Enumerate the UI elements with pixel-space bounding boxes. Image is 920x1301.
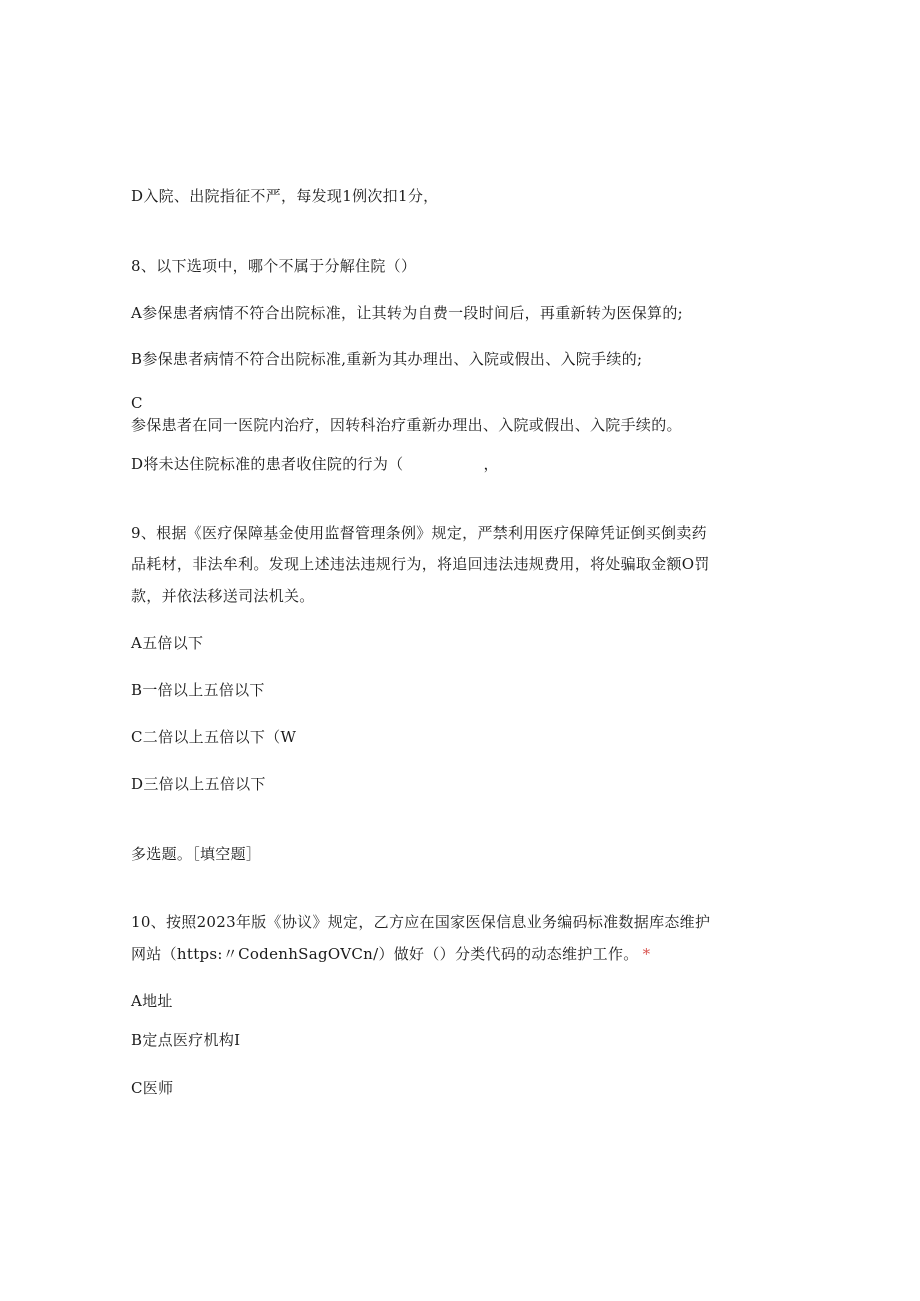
- q9-option-d: D三倍以上五倍以下: [131, 775, 266, 793]
- q9-option-a: A五倍以下: [131, 634, 204, 652]
- q10-stem-line2: [131, 943, 650, 965]
- q9-option-b: B一倍以上五倍以下: [131, 681, 265, 699]
- q9-option-c: C二倍以上五倍以下（W: [131, 728, 297, 746]
- required-mark: *: [642, 945, 651, 963]
- q8-option-d-tail: ，: [483, 455, 499, 473]
- q8-option-a: A参保患者病情不符合出院标准，让其转为自费一段时间后，再重新转为医保算的;: [131, 304, 683, 322]
- q8-option-d: [131, 453, 499, 475]
- q10-stem-line2-text: 网站（https:〃CodenhSagOVCn/）做好（）分类代码的动态维护工作。: [131, 945, 639, 963]
- q8-option-c-letter: C: [131, 394, 143, 412]
- q8-stem: 8、以下选项中，哪个不属于分解住院（）: [131, 257, 417, 275]
- q8-option-b: B参保患者病情不符合出院标准,重新为其办理出、入院或假出、入院手续的;: [131, 350, 643, 368]
- q9-stem-line3: 款，并依法移送司法机关。: [131, 587, 315, 605]
- q7-option-d: D入院、出院指征不严，每发现1例次扣1分，: [131, 187, 439, 205]
- q8-option-d-text: D将未达住院标准的患者收住院的行为（: [131, 455, 404, 473]
- q10-option-b: B定点医疗机构I: [131, 1031, 241, 1049]
- q8-option-c-text: 参保患者在同一医院内治疗，因转科治疗重新办理出、入院或假出、入院手续的。: [131, 416, 682, 434]
- q10-option-c: C医师: [131, 1079, 174, 1097]
- q10-stem-line1: 10、按照2023年版《协议》规定，乙方应在国家医保信息业务编码标准数据库态维护: [131, 913, 711, 931]
- section-title: 多选题。［填空题］: [131, 845, 262, 863]
- q10-option-a: A地址: [131, 992, 173, 1010]
- q9-stem-line1: 9、根据《医疗保障基金使用监督管理条例》规定，严禁利用医疗保障凭证倒买倒卖药: [131, 524, 707, 542]
- q9-stem-line2: 品耗材，非法牟利。发现上述违法违规行为，将追回违法违规费用，将处骗取金额O罚: [131, 555, 710, 573]
